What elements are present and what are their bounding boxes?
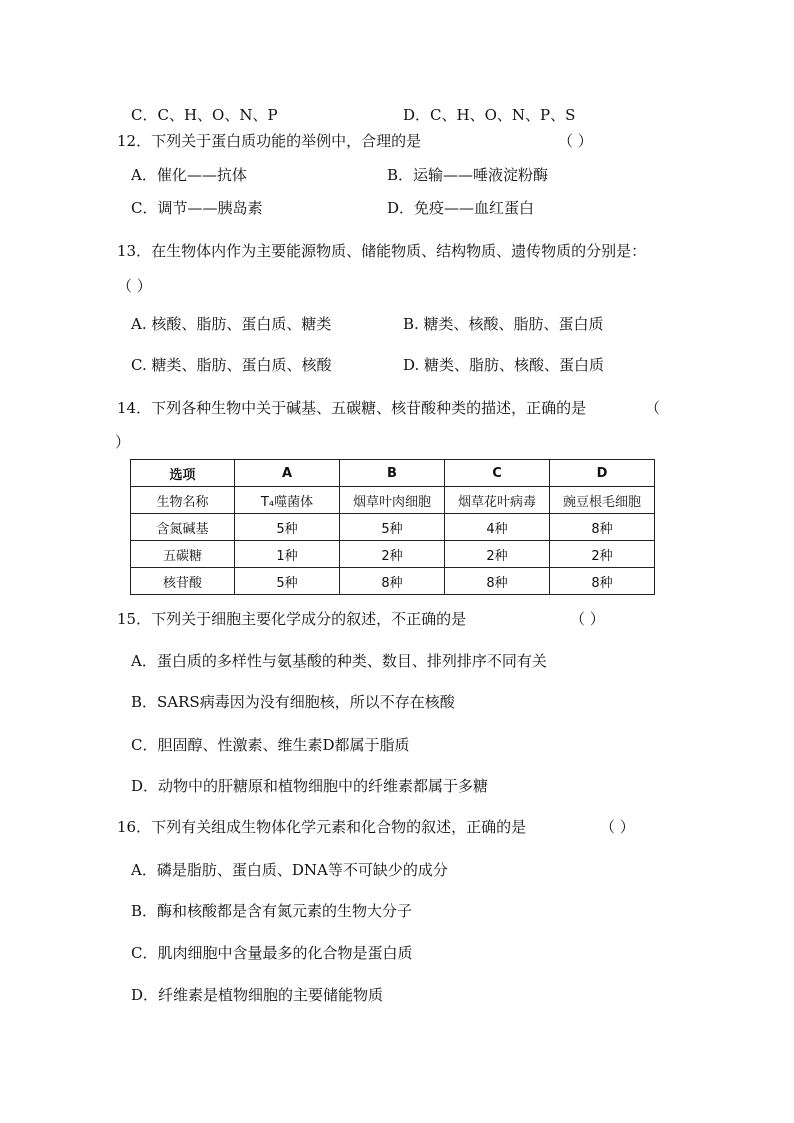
q15-option-b: B．SARS病毒因为没有细胞核，所以不存在核酸 <box>131 693 455 711</box>
q15-stem: 15．下列关于细胞主要化学成分的叙述，不正确的是 <box>117 610 467 628</box>
q15-option-a: A．蛋白质的多样性与氨基酸的种类、数目、排列排序不同有关 <box>131 652 547 670</box>
table-cell: 生物名称 <box>131 487 235 514</box>
table-cell: 8种 <box>550 568 655 595</box>
table-row <box>131 541 655 568</box>
table-row <box>131 568 655 595</box>
q13-option-d: D. 糖类、脂肪、核酸、蛋白质 <box>403 356 605 374</box>
q16-option-b: B．酶和核酸都是含有氮元素的生物大分子 <box>131 902 413 920</box>
table-cell: T₄噬菌体 <box>235 487 340 514</box>
q12-option-d: D．免疫——血红蛋白 <box>387 199 535 217</box>
q15-option-d: D．动物中的肝糖原和植物细胞中的纤维素都属于多糖 <box>131 777 489 795</box>
q11-option-d: D．C、H、O、N、P、S <box>403 106 576 124</box>
q16-option-a: A．磷是脂肪、蛋白质、DNA等不可缺少的成分 <box>131 861 448 879</box>
q12-option-b: B．运输——唾液淀粉酶 <box>387 166 549 184</box>
q13-stem: 13．在生物体内作为主要能源物质、储能物质、结构物质、遗传物质的分别是： <box>117 242 647 260</box>
q16-answer-paren: （ ） <box>600 818 635 836</box>
table-cell: 2种 <box>340 541 445 568</box>
table-cell: A <box>235 460 340 487</box>
q13-answer-paren: （ ） <box>117 277 152 295</box>
q15-option-c: C．胆固醇、性激素、维生素D都属于脂质 <box>131 736 410 754</box>
table-cell: 2种 <box>445 541 550 568</box>
q14-answer-paren-open: （ <box>645 399 661 417</box>
table-header-row <box>131 460 655 487</box>
table-cell: 1种 <box>235 541 340 568</box>
table-cell: B <box>340 460 445 487</box>
table-cell: 豌豆根毛细胞 <box>550 487 655 514</box>
q12-stem: 12．下列关于蛋白质功能的举例中，合理的是 <box>117 132 422 150</box>
table-cell: 8种 <box>550 514 655 541</box>
q14-stem: 14．下列各种生物中关于碱基、五碳糖、核苷酸种类的描述，正确的是 <box>117 399 587 417</box>
q13-option-c: C. 糖类、脂肪、蛋白质、核酸 <box>131 356 332 374</box>
q14-answer-paren-close: ） <box>115 433 131 451</box>
table-cell: 烟草叶肉细胞 <box>340 487 445 514</box>
table-cell: 4种 <box>445 514 550 541</box>
table-cell: 8种 <box>340 568 445 595</box>
q16-option-c: C．肌肉细胞中含量最多的化合物是蛋白质 <box>131 944 413 962</box>
table-cell: 5种 <box>340 514 445 541</box>
q11-option-c: C．C、H、O、N、P <box>131 106 278 124</box>
q14-table <box>130 459 655 595</box>
table-cell: 含氮碱基 <box>131 514 235 541</box>
table-cell: 选项 <box>131 460 235 487</box>
q16-stem: 16．下列有关组成生物体化学元素和化合物的叙述，正确的是 <box>117 818 527 836</box>
q16-option-d: D．纤维素是植物细胞的主要储能物质 <box>131 986 384 1004</box>
q15-answer-paren: （ ） <box>570 610 605 628</box>
table-cell: 核苷酸 <box>131 568 235 595</box>
table-row <box>131 487 655 514</box>
q12-option-c: C．调节——胰岛素 <box>131 199 263 217</box>
table-cell: 5种 <box>235 568 340 595</box>
table-cell: 5种 <box>235 514 340 541</box>
table-cell: C <box>445 460 550 487</box>
table-cell: 8种 <box>445 568 550 595</box>
q13-option-b: B. 糖类、核酸、脂肪、蛋白质 <box>403 315 604 333</box>
table-cell: 2种 <box>550 541 655 568</box>
table-cell: 五碳糖 <box>131 541 235 568</box>
q12-option-a: A．催化——抗体 <box>131 166 247 184</box>
q12-answer-paren: （ ） <box>558 132 593 150</box>
table-cell: D <box>550 460 655 487</box>
table-row <box>131 514 655 541</box>
q13-option-a: A. 核酸、脂肪、蛋白质、糖类 <box>131 315 332 333</box>
table-cell: 烟草花叶病毒 <box>445 487 550 514</box>
